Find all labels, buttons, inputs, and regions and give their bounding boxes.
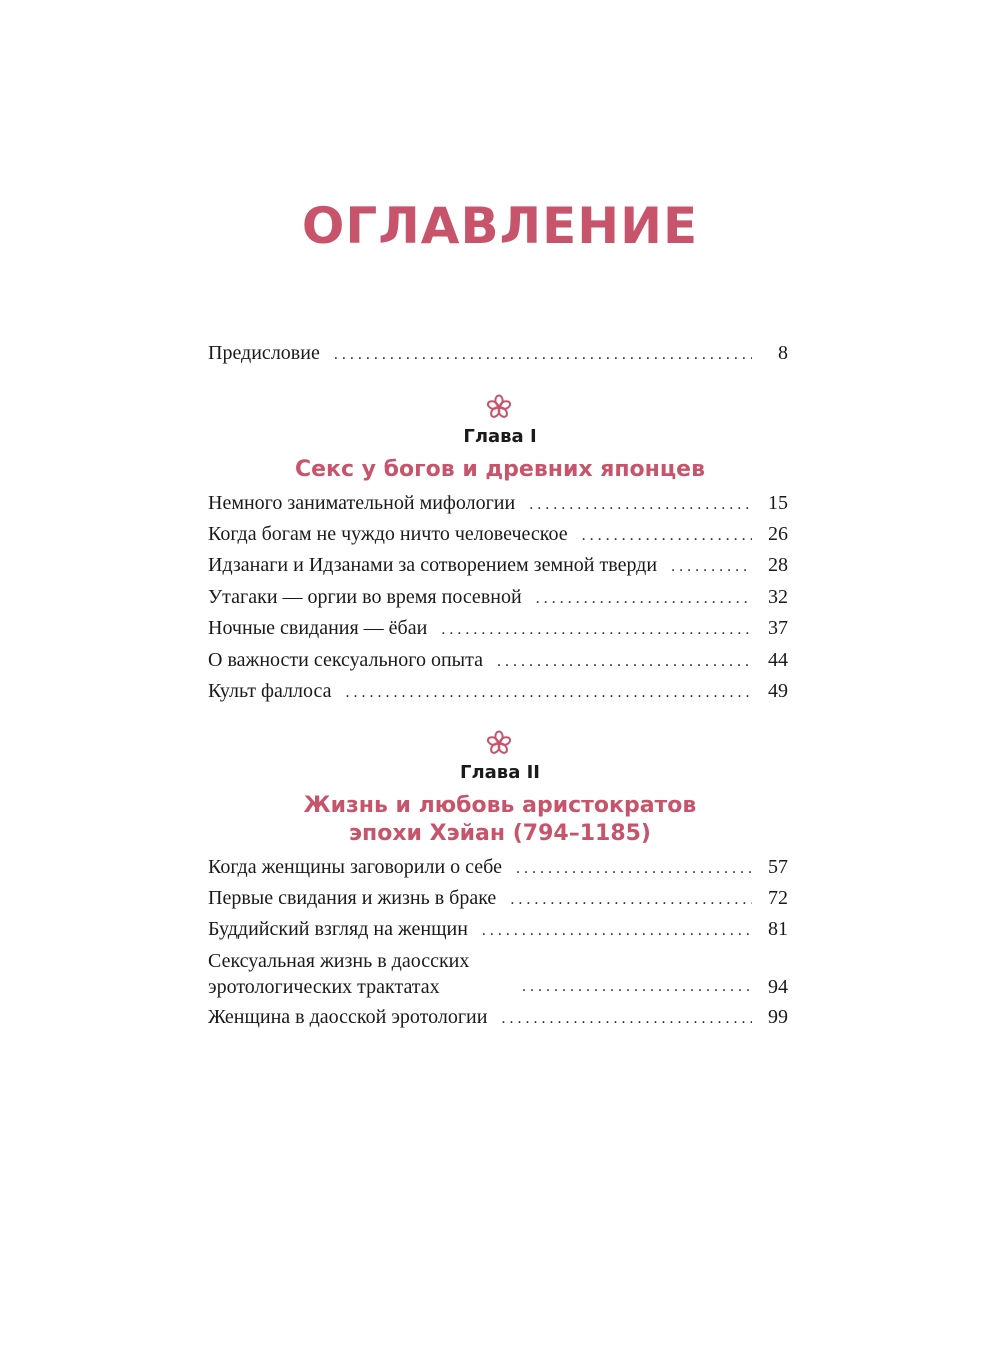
dot-leader <box>516 856 752 882</box>
dot-leader <box>522 974 752 1000</box>
toc-page-number: 8 <box>778 342 788 364</box>
toc-entry-title: Предисловие <box>208 342 320 364</box>
dot-leader <box>582 523 752 549</box>
toc-entry[interactable] <box>208 521 788 549</box>
toc-page-number: 28 <box>768 554 788 576</box>
toc-entry-title: О важности сексуального опыта <box>208 649 483 671</box>
toc-page-number: 26 <box>768 523 788 545</box>
toc-entry-title: Когда женщины заговорили о себе <box>208 856 502 878</box>
toc-entry-title-line-2: эротологических трактатах <box>208 976 440 998</box>
toc-entry[interactable] <box>208 916 788 944</box>
toc-entry-title: Культ фаллоса <box>208 680 332 702</box>
dot-leader <box>346 680 752 706</box>
toc-entry[interactable] <box>208 552 788 580</box>
toc-page-number: 57 <box>768 856 788 878</box>
dot-leader <box>482 918 752 944</box>
toc-page-number: 81 <box>768 918 788 940</box>
toc-page-number: 32 <box>768 586 788 608</box>
dot-leader <box>536 586 752 612</box>
toc-page-number: 15 <box>768 492 788 514</box>
toc-entry-title: Утагаки — оргии во время посевной <box>208 586 522 608</box>
chapter-title: Секс у богов и древних японцев <box>294 457 706 482</box>
toc-entry[interactable] <box>208 678 788 706</box>
dot-leader <box>671 554 752 580</box>
toc-entry-title: Буддийский взгляд на женщин <box>208 918 468 940</box>
toc-entry-title: Женщина в даосской эротологии <box>208 1006 488 1028</box>
toc-entry-title <box>208 948 522 1000</box>
chapter-label: Глава I <box>463 426 537 447</box>
toc-entry[interactable] <box>208 490 788 518</box>
toc-page-number: 99 <box>768 1006 788 1028</box>
dot-leader <box>501 1006 752 1032</box>
dot-leader <box>441 617 752 643</box>
dot-leader <box>334 342 752 368</box>
toc-entry-title: Ночные свидания — ёбаи <box>208 617 428 639</box>
toc-entry[interactable] <box>208 584 788 612</box>
toc-entry[interactable] <box>208 854 788 882</box>
toc-entry-title: Немного занимательной мифологии <box>208 492 516 514</box>
toc-page-number: 44 <box>768 649 788 671</box>
dot-leader <box>510 887 752 913</box>
toc-page-number: 94 <box>768 976 788 998</box>
toc-entry[interactable] <box>208 1004 788 1032</box>
page-title: ОГЛАВЛЕНИЕ <box>301 197 699 255</box>
toc-entry-title-line-1: Сексуальная жизнь в даосских <box>208 950 470 972</box>
toc-entry-title: Идзанаги и Идзанами за сотворением земной тверди <box>208 554 658 576</box>
toc-page-number: 72 <box>768 887 788 909</box>
dot-leader <box>497 649 752 675</box>
toc-entry[interactable] <box>208 647 788 675</box>
dot-leader <box>529 492 752 518</box>
toc-entry-preface[interactable] <box>208 340 788 368</box>
sakura-flower-icon <box>486 394 512 420</box>
toc-page-number: 37 <box>768 617 788 639</box>
toc-entry[interactable] <box>208 948 788 1000</box>
sakura-flower-icon <box>486 730 512 756</box>
chapter-label: Глава II <box>460 762 540 783</box>
toc-entry[interactable] <box>208 615 788 643</box>
toc-page-number: 49 <box>768 680 788 702</box>
toc-entry[interactable] <box>208 885 788 913</box>
toc-entry-title: Первые свидания и жизнь в браке <box>208 887 497 909</box>
toc-entry-title: Когда богам не чуждо ничто человеческое <box>208 523 568 545</box>
chapter-title-line-2: эпохи Хэйан (794–1185) <box>348 821 651 846</box>
chapter-title-line-1: Жизнь и любовь аристократов <box>303 793 697 818</box>
